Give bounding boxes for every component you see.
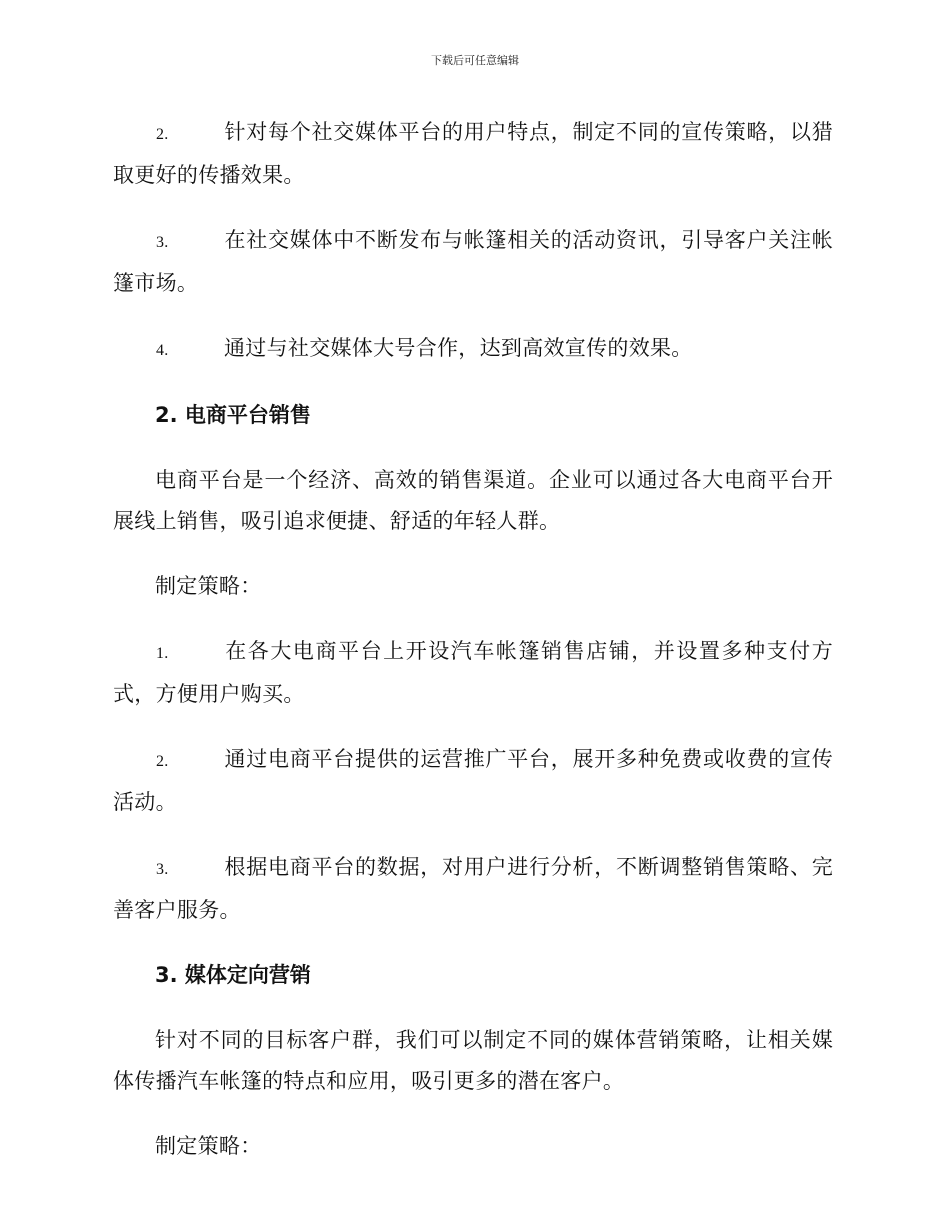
list-number: 2.	[156, 126, 169, 143]
list-number: 3.	[156, 234, 169, 251]
list-item	[113, 220, 833, 304]
list-text: 通过电商平台提供的运营推广平台，展开多种免费或收费的宣传活动。	[113, 747, 833, 814]
list-text: 在社交媒体中不断发布与帐篷相关的活动资讯，引导客户关注帐篷市场。	[113, 228, 833, 295]
list-item	[113, 739, 833, 823]
list-item	[113, 112, 833, 196]
section-heading-media: 3. 媒体定向营销	[155, 963, 311, 987]
list-number: 4.	[156, 342, 169, 359]
list-text: 针对每个社交媒体平台的用户特点，制定不同的宣传策略，以猎取更好的传播效果。	[113, 120, 833, 187]
list-number: 2.	[156, 753, 169, 770]
page-header: 下载后可任意编辑	[431, 54, 519, 67]
list-number: 3.	[156, 861, 169, 878]
strategy-label: 制定策略：	[155, 574, 262, 598]
list-item	[113, 328, 833, 371]
section-heading-ecommerce: 2. 电商平台销售	[155, 403, 311, 427]
list-text: 通过与社交媒体大号合作，达到高效宣传的效果。	[224, 336, 693, 360]
list-item	[113, 631, 833, 715]
strategy-label: 制定策略：	[155, 1134, 262, 1158]
section-intro-media: 针对不同的目标客户群，我们可以制定不同的媒体营销策略，让相关媒体传播汽车帐篷的特点和应用，吸引更多的潜在客户。	[113, 1028, 833, 1093]
section-intro-ecommerce: 电商平台是一个经济、高效的销售渠道。企业可以通过各大电商平台开展线上销售，吸引追求便捷、舒适的年轻人群。	[113, 468, 833, 533]
list-text: 根据电商平台的数据，对用户进行分析，不断调整销售策略、完善客户服务。	[113, 855, 833, 922]
list-text: 在各大电商平台上开设汽车帐篷销售店铺，并设置多种支付方式，方便用户购买。	[113, 639, 833, 706]
document-body	[113, 112, 833, 1191]
list-item	[113, 847, 833, 931]
list-number: 1.	[156, 645, 169, 662]
